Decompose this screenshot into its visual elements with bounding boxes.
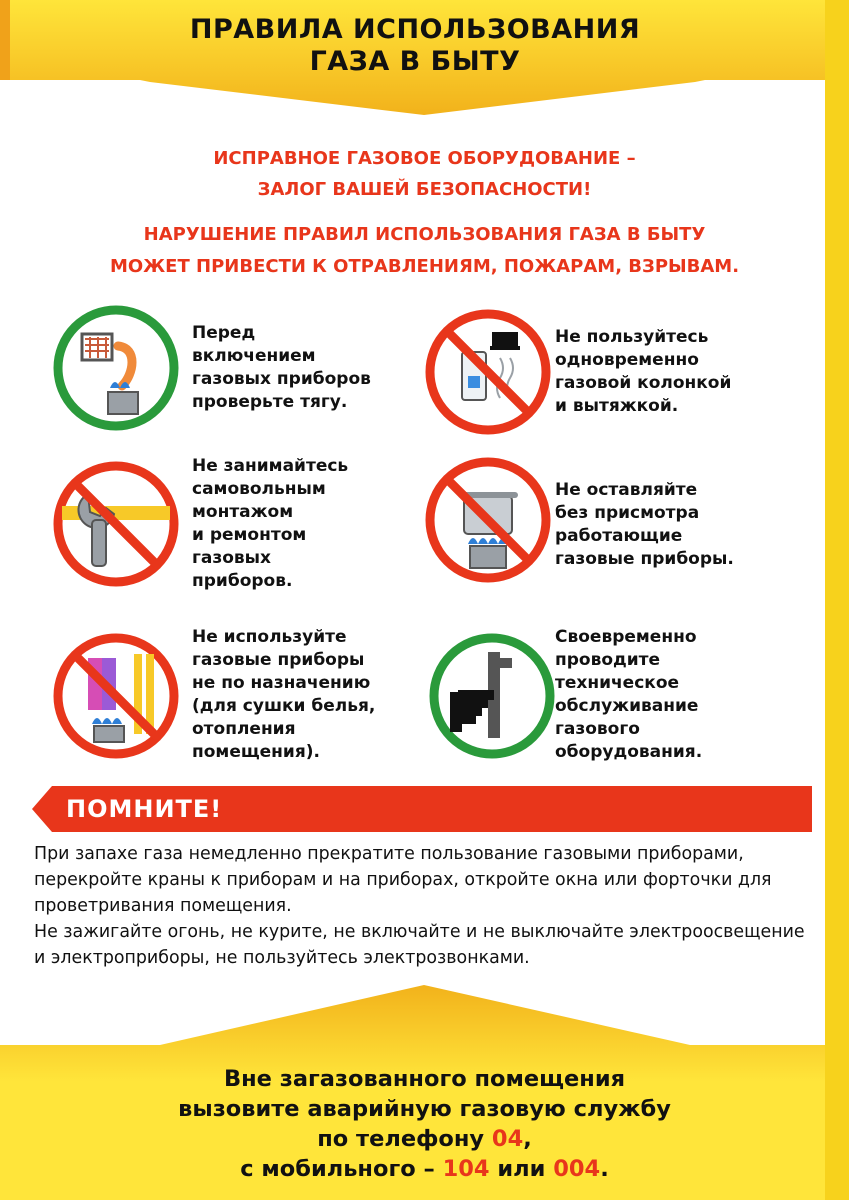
emergency-line4-prefix: с мобильного –: [240, 1156, 443, 1182]
rule-line: Не занимайтесь: [192, 456, 349, 476]
remember-text: [34, 841, 814, 971]
rule-line: (для сушки белья,: [192, 696, 376, 716]
phone-landline: 04: [491, 1126, 524, 1152]
slogan-line4: МОЖЕТ ПРИВЕСТИ К ОТРАВЛЕНИЯМ, ПОЖАРАМ, ВЗРЫВАМ.: [109, 256, 740, 277]
slogan-line3: НАРУШЕНИЕ ПРАВИЛ ИСПОЛЬЗОВАНИЯ ГАЗА В БЫТУ: [143, 224, 706, 245]
rule-line: Своевременно: [555, 627, 697, 647]
rule-line: помещения).: [192, 742, 320, 762]
phone-mobile-1: 104: [442, 1156, 490, 1182]
rule-line: приборов.: [192, 571, 293, 591]
rule-line: газовой колонкой: [555, 373, 732, 393]
page-title-line2: ГАЗА В БЫТУ: [309, 46, 521, 77]
draft-check-icon: [52, 304, 180, 432]
rule-line: газовые приборы: [192, 650, 365, 670]
emergency-line3: [0, 1124, 849, 1154]
rule-line: работающие: [555, 526, 683, 546]
rule-line: газовых приборов: [192, 369, 371, 389]
slogan-line1: ИСПРАВНОЕ ГАЗОВОЕ ОБОРУДОВАНИЕ –: [213, 148, 636, 169]
rule-line: Не используйте: [192, 627, 347, 647]
rule-line: и вытяжкой.: [555, 396, 679, 416]
rule-no-misuse: [192, 626, 375, 764]
emergency-line4-mid: или: [489, 1156, 554, 1182]
rule-do-maintenance: [555, 626, 702, 764]
rule-line: Не оставляйте: [555, 480, 698, 500]
hand-on-valve-icon: [428, 632, 556, 760]
rule-line: оборудования.: [555, 742, 703, 762]
rule-line: проверьте тягу.: [192, 392, 348, 412]
emergency-call-text: [0, 1064, 849, 1184]
rule-line: и ремонтом: [192, 525, 307, 545]
rule-no-unattended: [555, 479, 734, 571]
rule-line: обслуживание: [555, 696, 699, 716]
page-title: [130, 14, 700, 78]
rule-line: без присмотра: [555, 503, 700, 523]
remember-paragraph-2: Не зажигайте огонь, не курите, не включайте и не выключайте электроосвещение и электроприборы, не пользуйтесь электрозвонками.: [34, 922, 805, 968]
rule-line: самовольным: [192, 479, 326, 499]
rule-line: проводите: [555, 650, 661, 670]
page-title-line1: ПРАВИЛА ИСПОЛЬЗОВАНИЯ: [189, 14, 641, 45]
rule-line: техническое: [555, 673, 680, 693]
rule-no-self-repair: [192, 455, 348, 593]
pot-on-burner-icon: [424, 456, 552, 584]
drying-laundry-icon: [52, 632, 180, 760]
rule-line: одновременно: [555, 350, 699, 370]
remember-paragraph-1: При запахе газа немедленно прекратите пользование газовыми приборами, перекройте краны к приборам и на приборах, откройте окна или форточки для проветривания помещения.: [34, 844, 772, 916]
wrench-on-pipe-icon: [52, 460, 180, 588]
water-heater-and-hood-icon: [424, 308, 552, 436]
rule-check-draft: [192, 322, 371, 414]
emergency-line4-suffix: .: [600, 1156, 609, 1182]
emergency-line4: [0, 1154, 849, 1184]
rule-line: включением: [192, 346, 316, 366]
rule-no-heater-with-hood: [555, 326, 731, 418]
emergency-line2: вызовите аварийную газовую службу: [178, 1096, 671, 1122]
remember-label: ПОМНИТЕ!: [66, 795, 223, 823]
emergency-line3-suffix: ,: [523, 1126, 532, 1152]
emergency-line1: Вне загазованного помещения: [223, 1066, 626, 1092]
rule-line: отопления: [192, 719, 296, 739]
rule-line: газового: [555, 719, 640, 739]
emergency-line3-prefix: по телефону: [317, 1126, 492, 1152]
phone-mobile-2: 004: [553, 1156, 601, 1182]
rule-line: монтажом: [192, 502, 294, 522]
rule-line: не по назначению: [192, 673, 371, 693]
slogan-line2: ЗАЛОГ ВАШЕЙ БЕЗОПАСНОСТИ!: [257, 179, 592, 200]
rule-line: газовые приборы.: [555, 549, 734, 569]
rule-line: Не пользуйтесь: [555, 327, 709, 347]
rule-line: газовых: [192, 548, 272, 568]
rule-line: Перед: [192, 323, 256, 343]
